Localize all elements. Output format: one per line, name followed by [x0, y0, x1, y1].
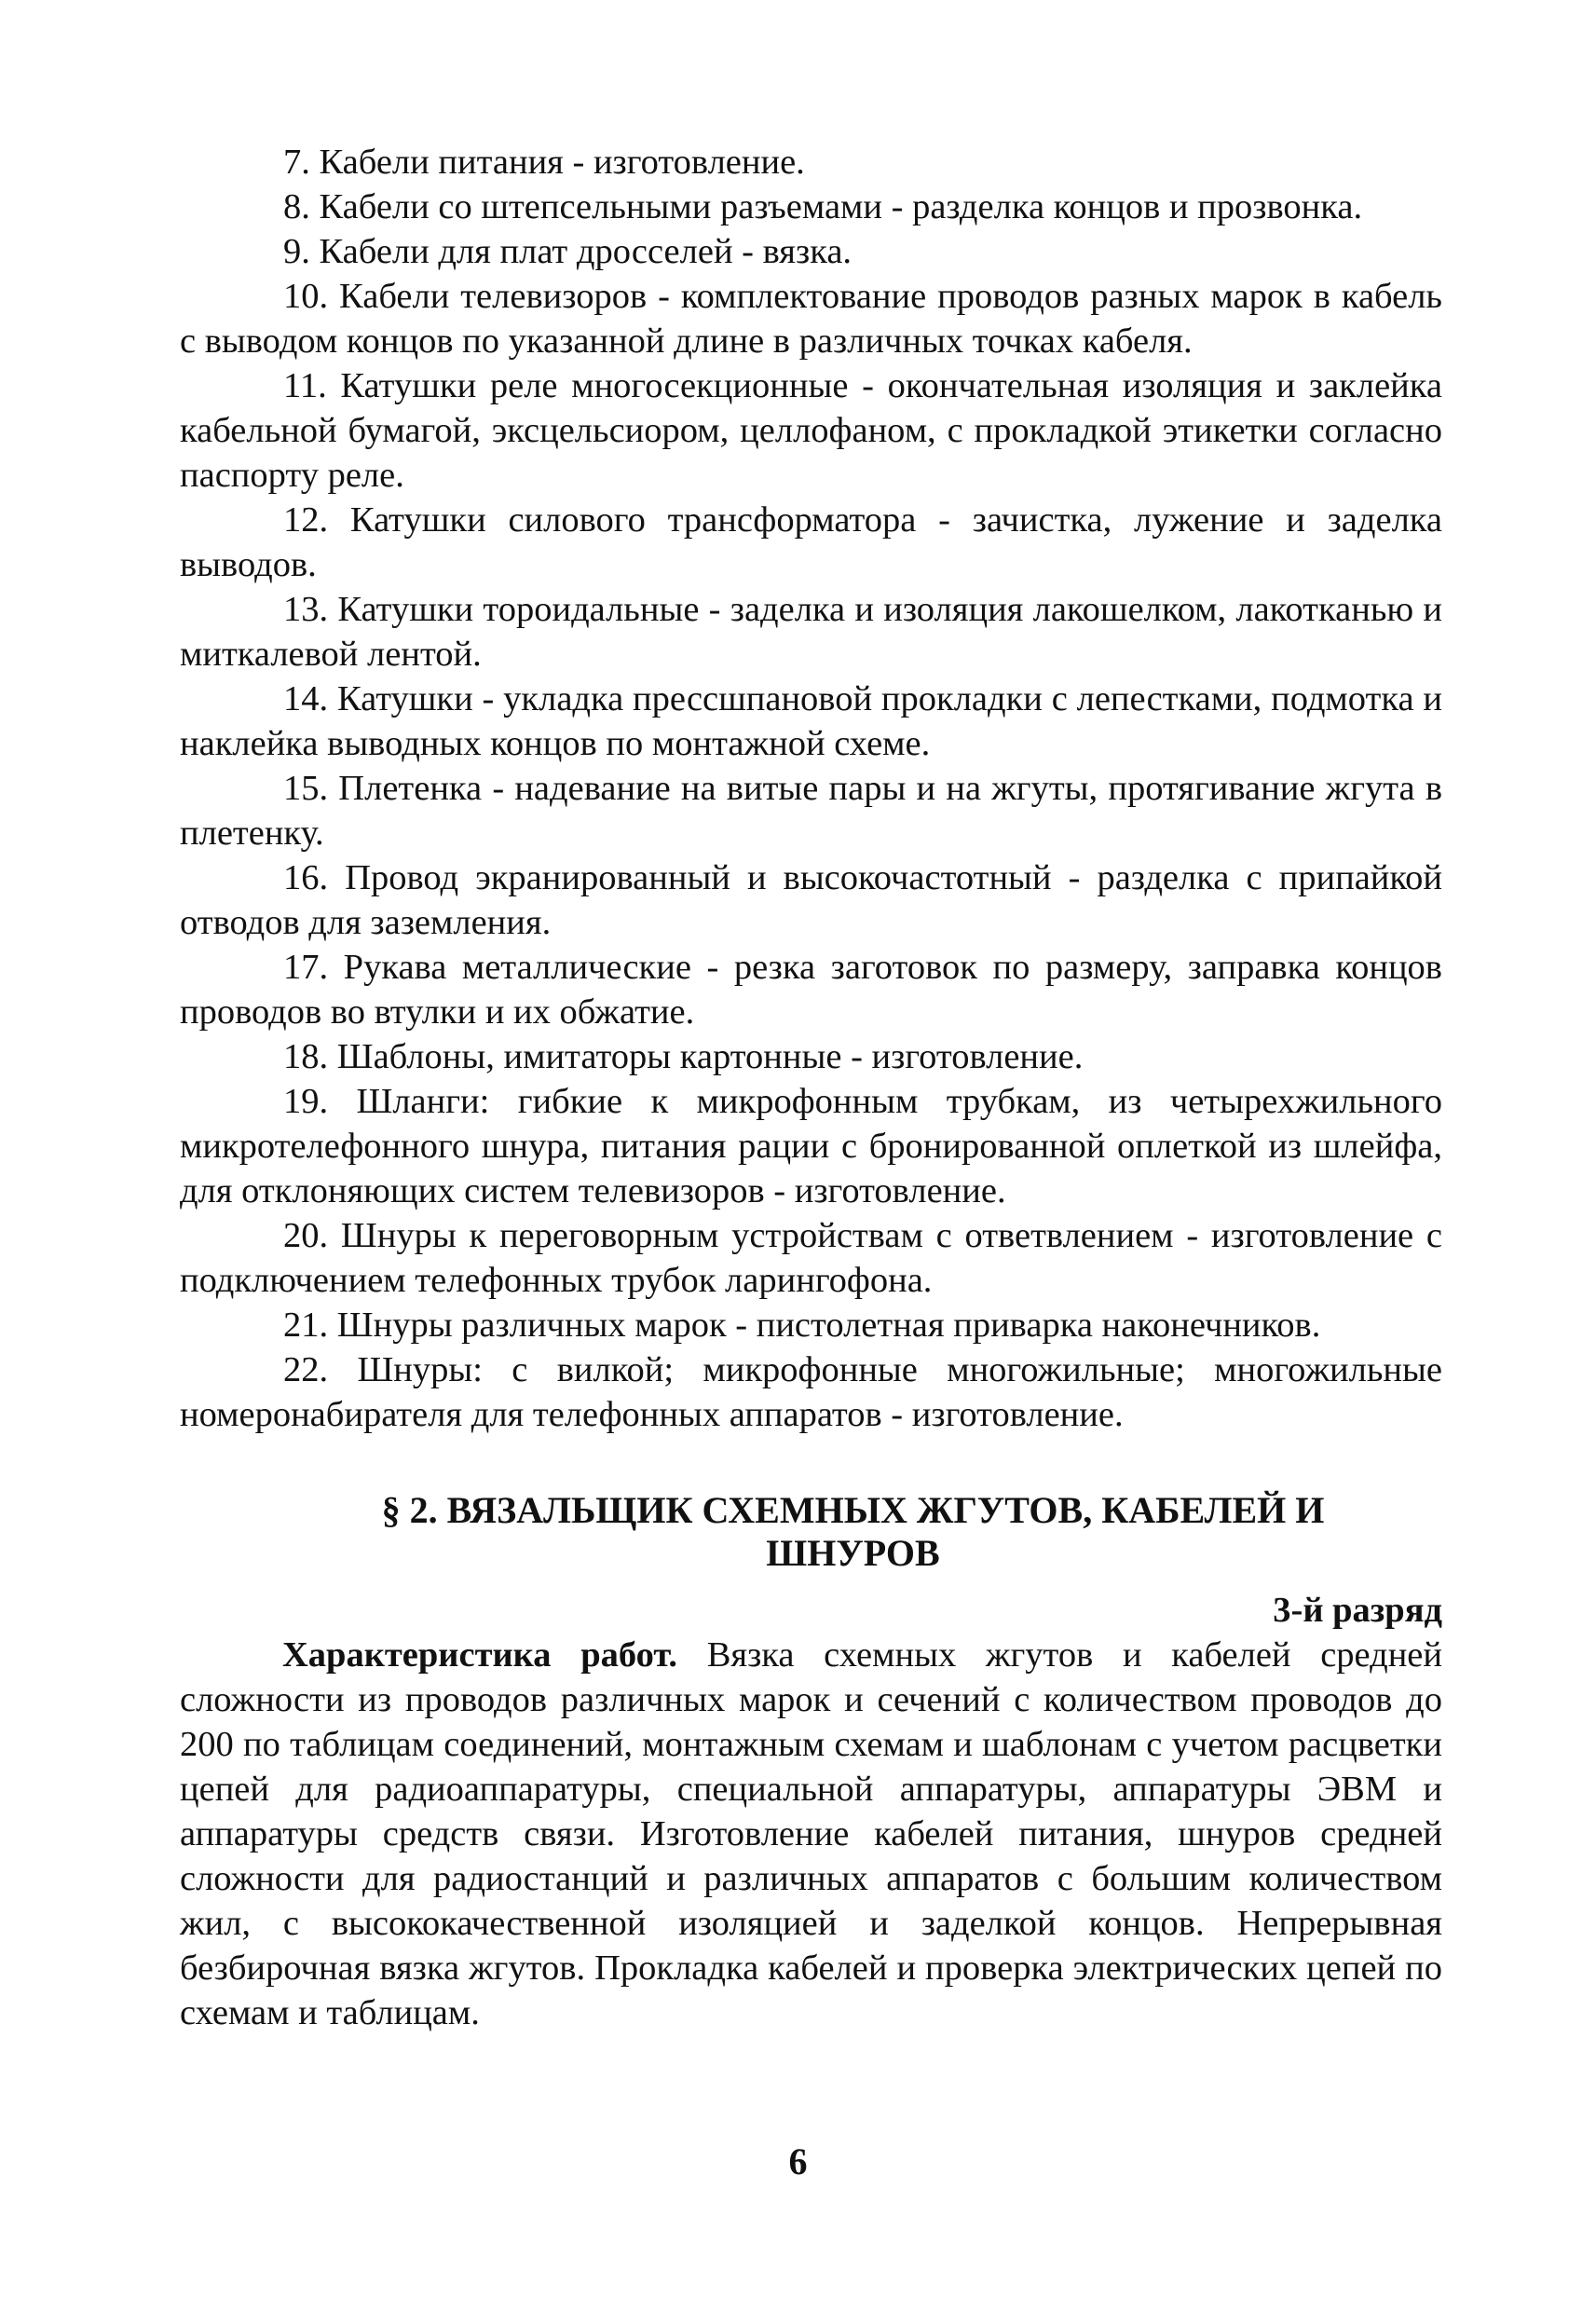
list-item: 7. Кабели питания - изготовление. [283, 143, 805, 182]
section-title-line-2: ШНУРОВ [766, 1532, 940, 1574]
list-item: 11. Катушки реле многосекционные - окончательная изоляция и заклейка кабельной бумагой, эксцельсиором, целлофаном, с прокладкой этикетки согласно паспорту реле. [180, 366, 1442, 495]
list-item: 12. Катушки силового трансформатора - зачистка, лужение и заделка выводов. [180, 500, 1442, 584]
list-item: 14. Катушки - укладка прессшпановой прокладки с лепестками, подмотка и наклейка выводных концов по монтажной схеме. [180, 679, 1442, 763]
list-item: 20. Шнуры к переговорным устройствам с ответвлением - изготовление с подключением телефонных трубок ларингофона. [180, 1216, 1442, 1300]
list-item: 19. Шланги: гибкие к микрофонным трубкам, из четырехжильного микротелефонного шнура, питания рации с бронированной оплеткой из шлейфа, для отклоняющих систем телевизоров - изготовление. [180, 1082, 1442, 1210]
list-item: 8. Кабели со штепсельными разъемами - разделка концов и прозвонка. [283, 187, 1363, 226]
list-item: 17. Рукава металлические - резка заготовок по размеру, заправка концов проводов во втулки и их обжатие. [180, 948, 1442, 1032]
characteristics-lead: Характеристика работ. [282, 1635, 677, 1675]
section-heading [180, 1489, 1442, 1575]
work-examples-list [180, 140, 1442, 1437]
work-characteristics-paragraph [180, 1633, 1442, 2035]
characteristics-body: Вязка схемных жгутов и кабелей средней сложности из проводов различных марок и сечений с количеством проводов до 200 по таблицам соединений, монтажным схемам и шаблонам с учетом расцветки цепей для радиоаппаратуры, специальной аппаратуры, аппаратуры ЭВМ и аппаратуры средств связи. Изготовление кабелей питания, шнуров средней сложности для радиостанций и различных аппаратов с большим количеством жил, с высококачественной изоляцией и заделкой концов. Непрерывная безбирочная вязка жгутов. Прокладка кабелей и проверка электрических цепей по схемам и таблицам. [180, 1635, 1442, 2032]
rank-label: 3-й разряд [1273, 1591, 1442, 1630]
list-item: 21. Шнуры различных марок - пистолетная приварка наконечников. [283, 1306, 1321, 1345]
list-item: 16. Провод экранированный и высокочастотный - разделка с припайкой отводов для заземления. [180, 858, 1442, 942]
page-number: 6 [788, 2140, 808, 2182]
list-item: 13. Катушки тороидальные - заделка и изоляция лакошелком, лакотканью и миткалевой лентой. [180, 590, 1442, 674]
section-title-line-1: § 2. ВЯЗАЛЬЩИК СХЕМНЫХ ЖГУТОВ, КАБЕЛЕЙ И [381, 1489, 1325, 1531]
document-page [180, 140, 1442, 2035]
list-item: 9. Кабели для плат дросселей - вязка. [283, 232, 853, 271]
list-item: 15. Плетенка - надевание на витые пары и на жгуты, протягивание жгута в плетенку. [180, 769, 1442, 853]
list-item: 18. Шаблоны, имитаторы картонные - изготовление. [283, 1037, 1084, 1076]
list-item: 22. Шнуры: с вилкой; микрофонные многожильные; многожильные номеронабирателя для телефонных аппаратов - изготовление. [180, 1350, 1442, 1434]
list-item: 10. Кабели телевизоров - комплектование проводов разных марок в кабель с выводом концов по указанной длине в различных точках кабеля. [180, 277, 1442, 361]
